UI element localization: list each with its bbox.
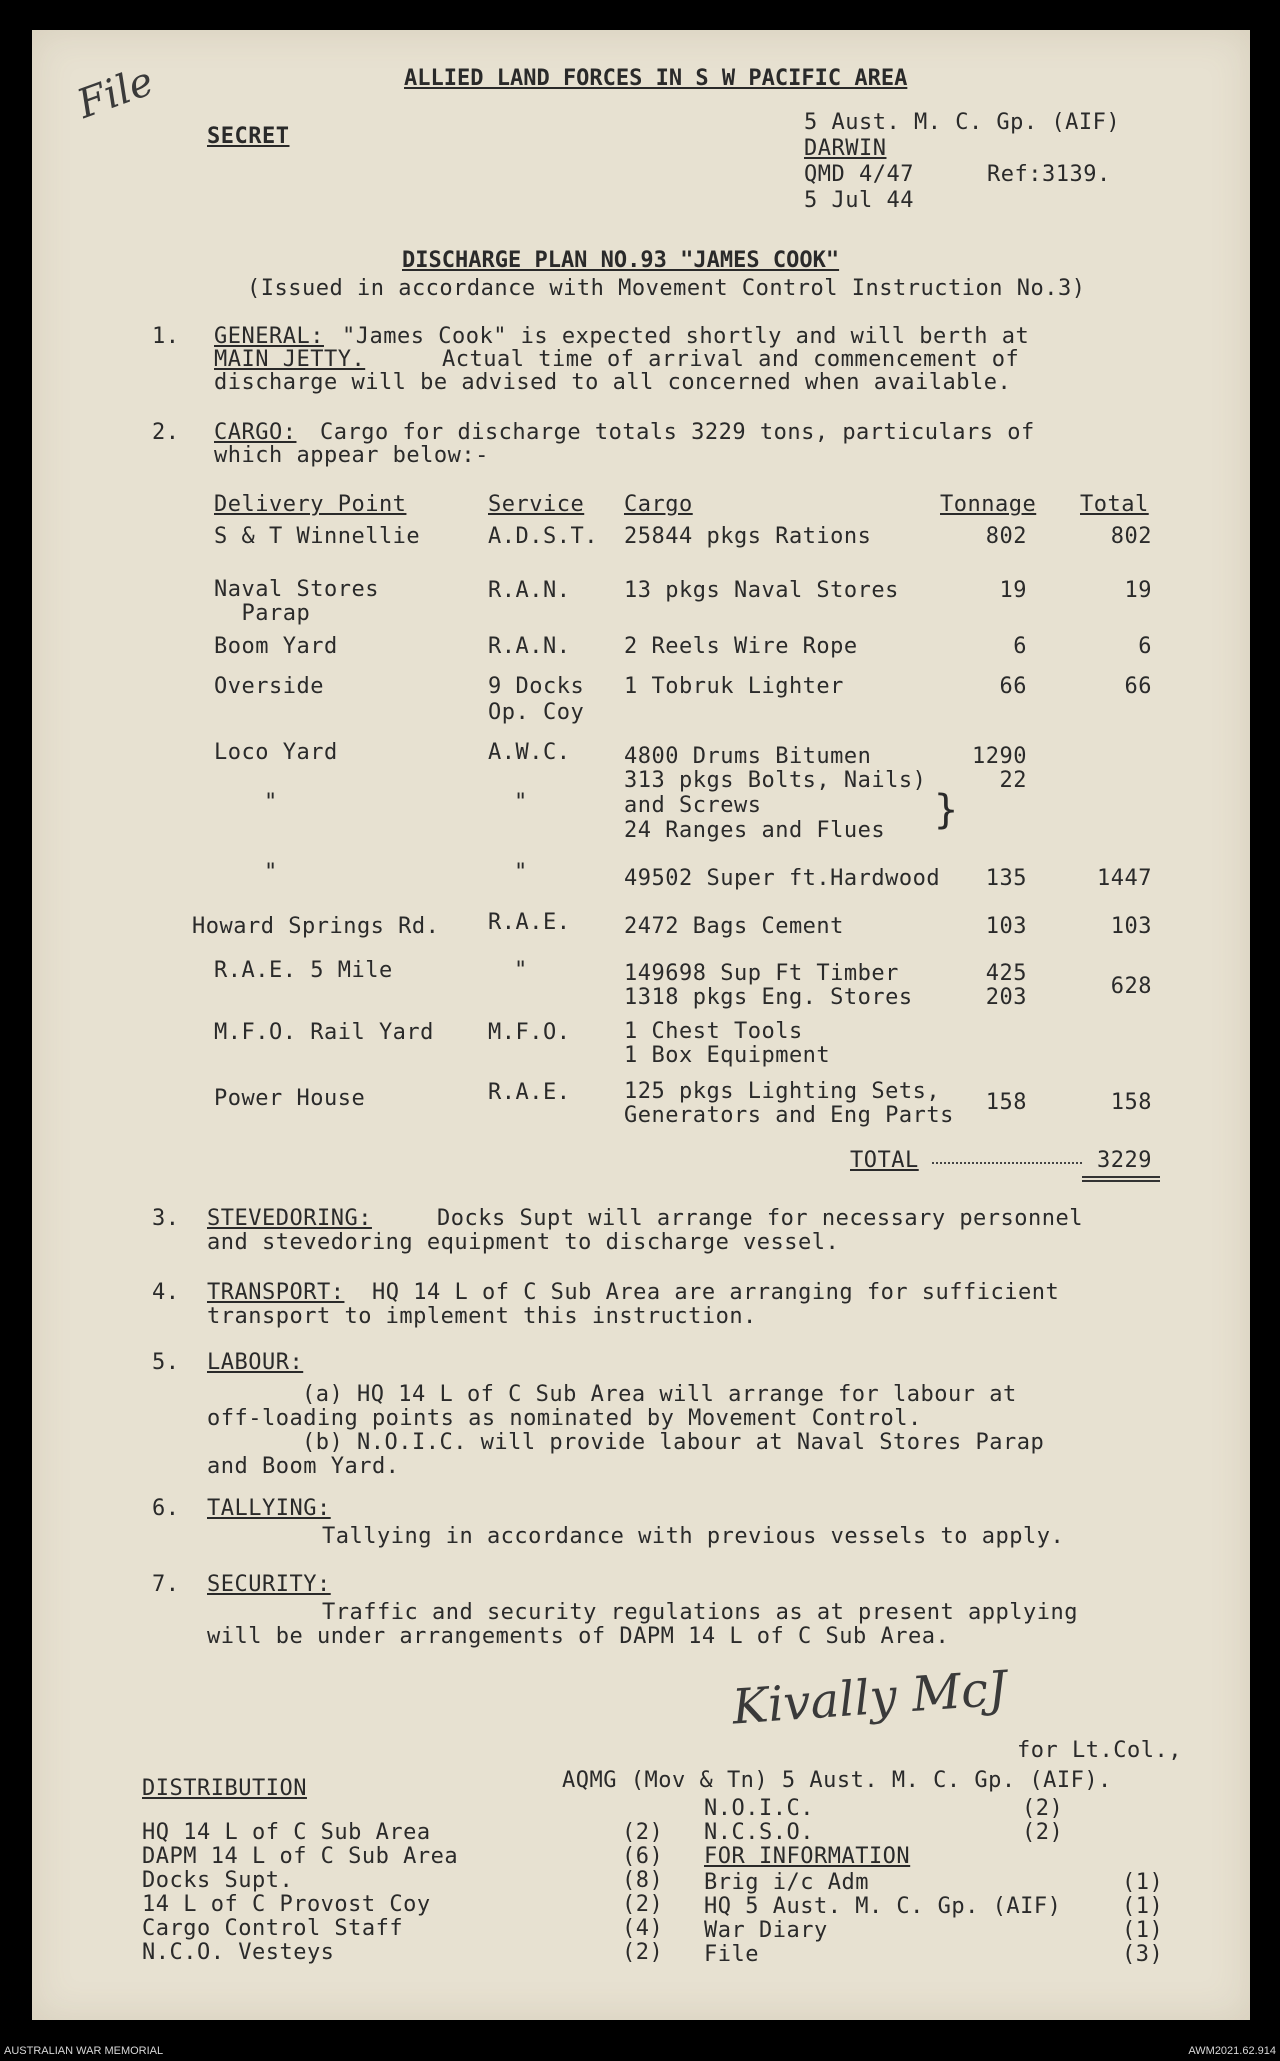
table-cell: S & T Winnellie	[214, 524, 421, 549]
table-cell: 1 Tobruk Lighter	[624, 674, 844, 699]
document-title: ALLIED LAND FORCES IN S W PACIFIC AREA	[404, 66, 908, 91]
brace-icon: }	[934, 787, 959, 833]
table-cell: Loco Yard	[214, 740, 338, 765]
table-cell: R.A.E. 5 Mile	[214, 958, 393, 983]
section-6-heading: TALLYING:	[207, 1496, 331, 1521]
info-item: HQ 5 Aust. M. C. Gp. (AIF)	[704, 1894, 1062, 1919]
distribution-item: 14 L of C Provost Coy	[142, 1892, 431, 1917]
section-4-number: 4.	[152, 1280, 180, 1305]
table-cell: Howard Springs Rd.	[192, 914, 440, 939]
total-leader-dots	[932, 1162, 1082, 1164]
section-7-line: will be under arrangements of DAPM 14 L of C Sub Area.	[207, 1624, 950, 1649]
info-count: (1)	[1122, 1918, 1164, 1943]
section-6-line: Tallying in accordance with previous vessels to apply.	[322, 1524, 1065, 1549]
table-cell: 103	[1110, 914, 1152, 939]
info-count: (1)	[1122, 1894, 1164, 1919]
distribution-item: N.C.O. Vesteys	[142, 1940, 335, 1965]
info-item: Brig i/c Adm	[704, 1870, 869, 1895]
signature-title: AQMG (Mov & Tn) 5 Aust. M. C. Gp. (AIF).	[562, 1768, 1112, 1793]
table-cell: "	[264, 790, 278, 815]
info-heading: FOR INFORMATION	[704, 1844, 911, 1869]
col-header-tonnage: Tonnage	[940, 492, 1037, 517]
table-cell: 1290	[972, 744, 1027, 769]
distribution-count: (2)	[622, 1892, 664, 1917]
section-3-number: 3.	[152, 1206, 180, 1231]
footer-archive-name: AUSTRALIAN WAR MEMORIAL	[4, 2045, 164, 2057]
total-label: TOTAL	[850, 1148, 919, 1173]
section-2-heading: CARGO:	[214, 420, 297, 445]
table-cell: 13 pkgs Naval Stores	[624, 578, 899, 603]
file-ref: QMD 4/47	[804, 162, 914, 187]
section-2-line: which appear below:-	[214, 443, 489, 468]
table-cell: 19	[999, 578, 1027, 603]
table-cell: 6	[1013, 634, 1027, 659]
distribution-count: (6)	[622, 1844, 664, 1869]
plan-title: DISCHARGE PLAN NO.93 "JAMES COOK"	[402, 248, 840, 273]
table-cell: 19	[1124, 578, 1152, 603]
table-cell: 135	[985, 866, 1027, 891]
table-cell: R.A.E.	[488, 1080, 571, 1105]
info-count: (1)	[1122, 1870, 1164, 1895]
col-header-service: Service	[488, 492, 585, 517]
location: DARWIN	[804, 136, 887, 161]
table-cell: "	[264, 860, 278, 885]
table-cell: 158	[985, 1090, 1027, 1115]
table-cell: 9 Docks Op. Coy	[488, 674, 585, 725]
section-5-line: and Boom Yard.	[207, 1454, 400, 1479]
table-cell: "	[514, 958, 528, 983]
distribution-count: (2)	[1022, 1820, 1064, 1845]
table-cell: M.F.O.	[488, 1020, 571, 1045]
total-underline	[1082, 1176, 1160, 1178]
table-cell: 1447	[1097, 866, 1152, 891]
table-cell: 1 Chest Tools 1 Box Equipment	[624, 1019, 831, 1068]
section-5-line: (b) N.O.I.C. will provide labour at Naval Stores Parap	[302, 1430, 1045, 1455]
ref-number: Ref:3139.	[987, 162, 1111, 187]
distribution-heading: DISTRIBUTION	[142, 1776, 307, 1801]
classification: SECRET	[207, 124, 290, 149]
section-3-line: and stevedoring equipment to discharge vessel.	[207, 1230, 840, 1255]
section-5-line: off-loading points as nominated by Movement Control.	[207, 1406, 922, 1431]
distribution-count: (2)	[1022, 1796, 1064, 1821]
document-date: 5 Jul 44	[804, 188, 914, 213]
table-cell: Overside	[214, 674, 324, 699]
footer-archive-id: AWM2021.62.914	[1188, 2045, 1276, 2057]
section-2-line: Cargo for discharge totals 3229 tons, particulars of	[320, 420, 1035, 445]
table-cell: "	[514, 790, 528, 815]
section-5-heading: LABOUR:	[207, 1350, 304, 1375]
table-cell: Naval Stores Parap	[214, 577, 379, 626]
section-1-jetty: MAIN JETTY.	[214, 347, 366, 372]
table-cell: 158	[1110, 1090, 1152, 1115]
handwritten-initials: File	[71, 58, 160, 128]
table-cell: 2 Reels Wire Rope	[624, 634, 858, 659]
section-5-number: 5.	[152, 1350, 180, 1375]
distribution-count: (2)	[622, 1820, 664, 1845]
table-cell: 802	[985, 524, 1027, 549]
table-cell: 802	[1110, 524, 1152, 549]
plan-subtitle: (Issued in accordance with Movement Control Instruction No.3)	[247, 276, 1086, 301]
section-3-heading: STEVEDORING:	[207, 1206, 372, 1231]
section-6-number: 6.	[152, 1496, 180, 1521]
distribution-count: (8)	[622, 1868, 664, 1893]
table-cell: 313 pkgs Bolts, Nails) and Screws 24 Ranges and Flues	[624, 768, 927, 843]
table-cell: 125 pkgs Lighting Sets, Generators and Eng Parts	[624, 1079, 954, 1128]
section-7-number: 7.	[152, 1572, 180, 1597]
section-5-line: (a) HQ 14 L of C Sub Area will arrange for labour at	[302, 1382, 1017, 1407]
info-item: War Diary	[704, 1918, 828, 1943]
total-underline	[1082, 1180, 1160, 1182]
table-cell: 425 203	[985, 961, 1027, 1010]
table-cell: A.D.S.T.	[488, 524, 598, 549]
signature-for: for Lt.Col.,	[1017, 1738, 1182, 1763]
total-value: 3229	[1097, 1148, 1152, 1173]
table-cell: 66	[999, 674, 1027, 699]
table-cell: 25844 pkgs Rations	[624, 524, 872, 549]
section-1-line: discharge will be advised to all concerned when available.	[214, 370, 1012, 395]
section-7-heading: SECURITY:	[207, 1572, 331, 1597]
distribution-item: Cargo Control Staff	[142, 1916, 404, 1941]
section-4-line: transport to implement this instruction.	[207, 1304, 757, 1329]
table-cell: "	[514, 860, 528, 885]
distribution-count: (4)	[622, 1916, 664, 1941]
unit: 5 Aust. M. C. Gp. (AIF)	[804, 110, 1121, 135]
table-cell: 49502 Super ft.Hardwood	[624, 866, 941, 891]
col-header-cargo: Cargo	[624, 492, 693, 517]
table-cell: 628	[1110, 974, 1152, 999]
handwritten-signature: Kivally McJ	[730, 1660, 1009, 1736]
info-count: (3)	[1122, 1942, 1164, 1967]
table-cell: R.A.E.	[488, 910, 571, 935]
table-cell: M.F.O. Rail Yard	[214, 1020, 434, 1045]
table-cell: 66	[1124, 674, 1152, 699]
document-paper	[32, 30, 1250, 2020]
table-cell: 149698 Sup Ft Timber 1318 pkgs Eng. Stores	[624, 961, 913, 1010]
table-cell: R.A.N.	[488, 634, 571, 659]
distribution-item: Docks Supt.	[142, 1868, 294, 1893]
section-2-number: 2.	[152, 420, 180, 445]
section-4-heading: TRANSPORT:	[207, 1280, 345, 1305]
table-cell: R.A.N.	[488, 578, 571, 603]
col-header-total: Total	[1080, 492, 1149, 517]
table-cell: 103	[985, 914, 1027, 939]
distribution-item: HQ 14 L of C Sub Area	[142, 1820, 431, 1845]
table-cell: 22	[999, 768, 1027, 793]
distribution-item: N.O.I.C.	[704, 1796, 814, 1821]
section-4-line: HQ 14 L of C Sub Area are arranging for sufficient	[372, 1280, 1060, 1305]
table-cell: Boom Yard	[214, 634, 338, 659]
table-cell: 4800 Drums Bitumen	[624, 744, 872, 769]
section-3-line: Docks Supt will arrange for necessary personnel	[437, 1206, 1084, 1231]
section-7-line: Traffic and security regulations as at present applying	[322, 1600, 1078, 1625]
table-cell: 2472 Bags Cement	[624, 914, 844, 939]
distribution-item: DAPM 14 L of C Sub Area	[142, 1844, 459, 1869]
section-1-heading: GENERAL:	[214, 324, 324, 349]
col-header-delivery-point: Delivery Point	[214, 492, 407, 517]
table-cell: A.W.C.	[488, 740, 571, 765]
section-1-number: 1.	[152, 324, 180, 349]
distribution-item: N.C.S.O.	[704, 1820, 814, 1845]
table-cell: Power House	[214, 1086, 366, 1111]
section-1-line: "James Cook" is expected shortly and will berth at	[342, 324, 1030, 349]
section-1-line: Actual time of arrival and commencement of	[442, 347, 1020, 372]
info-item: File	[704, 1942, 759, 1967]
table-cell: 6	[1138, 634, 1152, 659]
distribution-count: (2)	[622, 1940, 664, 1965]
